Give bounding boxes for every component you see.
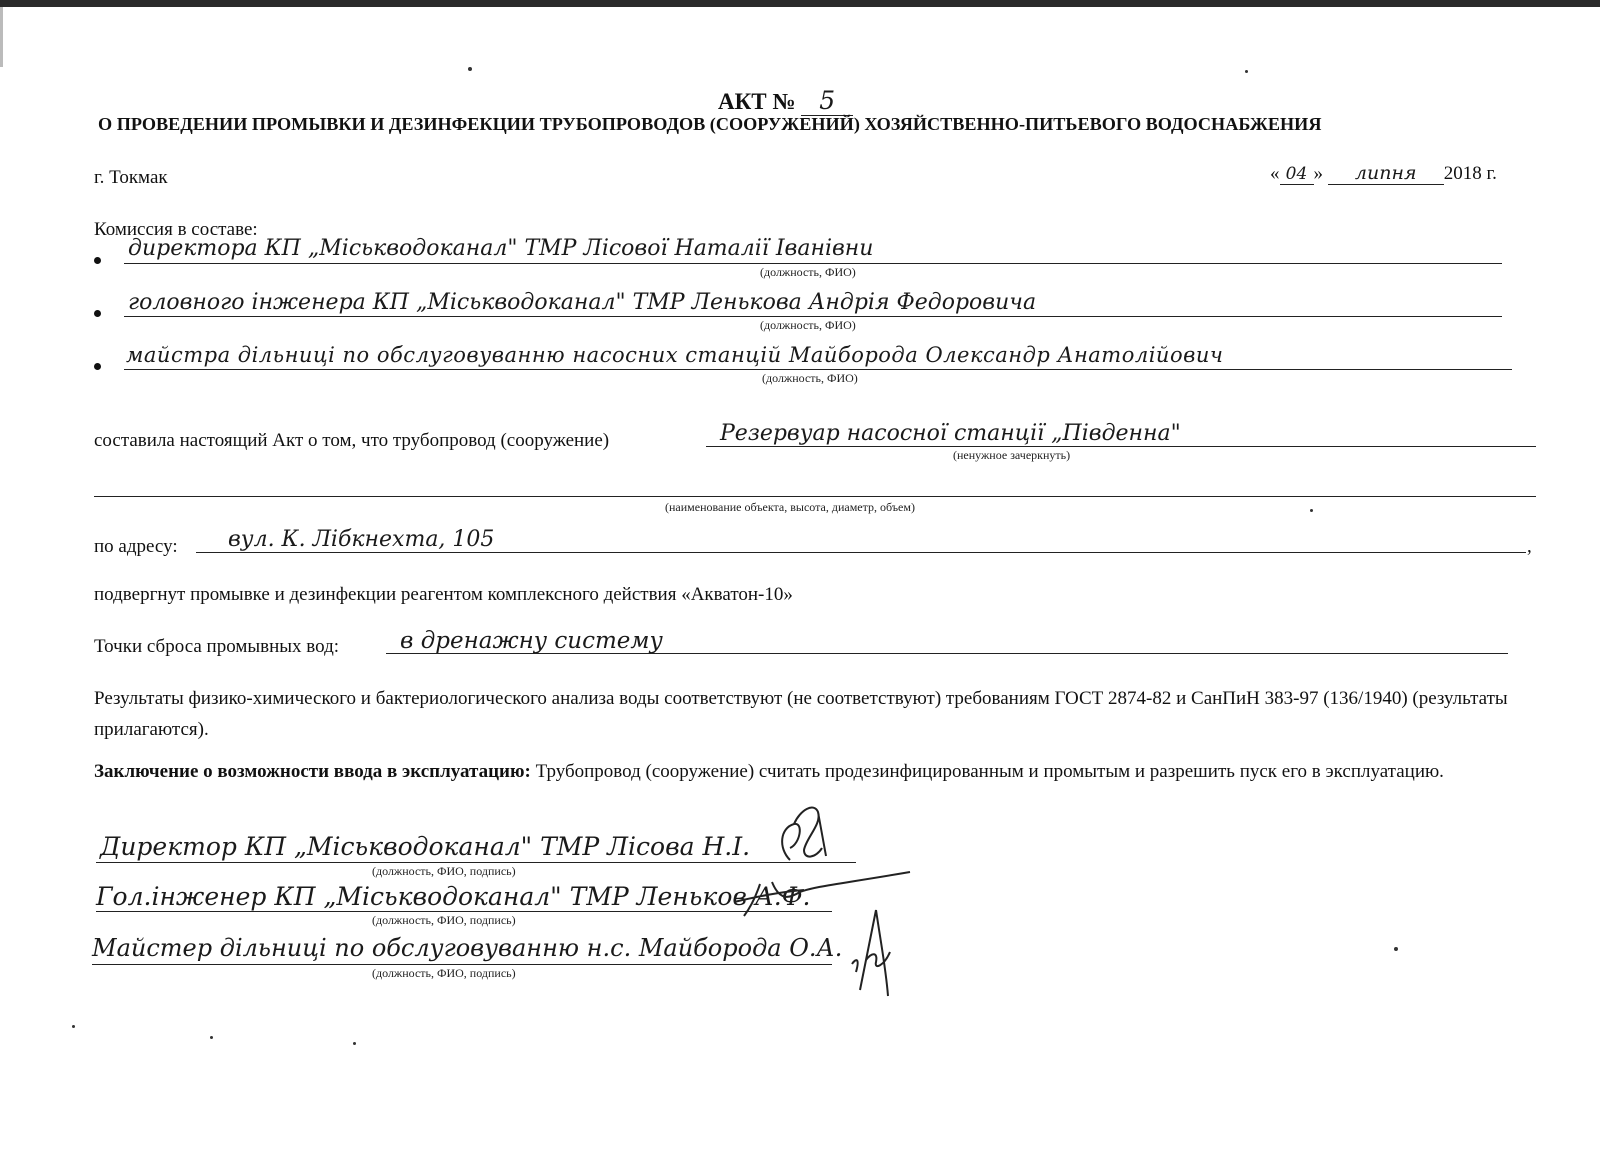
commission-member-1-caption: (должность, ФИО) [760,265,856,279]
commission-member-1: директора КП „Міськводоканал" ТМР Лісової Наталії Іванівни [128,236,874,261]
scan-speck [1245,70,1248,73]
signature-line-3 [92,964,832,965]
address-value: вул. К. Лібкнехта, 105 [228,527,495,552]
results-text: Результаты физико-химического и бактериологического анализа воды соответствуют (не соответствуют) требованиям ГОСТ 2874-82 и СанПиН 383-97 (136/1940) (результаты прилагаются). [94,688,1508,740]
bullet [94,363,101,370]
scan-speck [210,1036,213,1039]
date [1270,162,1497,185]
discharge-label: Точки сброса промывных вод: [94,636,340,657]
commission-member-2-line [124,316,1502,317]
scan-edge-top [0,0,1600,7]
act-subtitle: О ПРОВЕДЕНИИ ПРОМЫВКИ И ДЕЗИНФЕКЦИИ ТРУБОПРОВОДОВ (СООРУЖЕНИЙ) ХОЗЯЙСТВЕННО-ПИТЬЕВОГО ВОДОСНАБЖЕНИЯ [98,114,1322,134]
foreman-signature [836,900,906,1010]
signature-line-1-caption: (должность, ФИО, подпись) [372,864,516,878]
signature-line-3-text: Майстер дільниці по обслуговуванню н.с. Майборода О.А. [92,934,843,962]
commission-member-3: майстра дільниці по обслуговуванню насосних станцій Майборода Олександр Анатолійович [126,343,1224,367]
date-year: 2018 г. [1443,163,1497,184]
commission-label: Комиссия в составе: [94,219,258,240]
signature-line-1-text: Директор КП „Міськводоканал" ТМР Лісова Н.І. [100,832,751,861]
bullet [94,257,101,264]
scan-speck [1394,947,1398,951]
signature-line-2-caption: (должность, ФИО, подпись) [372,913,516,927]
commission-member-2-caption: (должность, ФИО) [760,318,856,332]
commission-member-1-line [124,263,1502,264]
act-title [718,86,853,116]
date-month: липня [1328,162,1444,185]
treatment-text: подвергнут промывке и дезинфекции реагентом комплексного действия «Акватон-10» [94,584,793,605]
object-desc-line [94,496,1536,497]
object-value: Резервуар насосної станції „Південна" [720,421,1181,446]
act-number: 5 [801,86,853,116]
scan-edge-left [0,7,3,67]
commission-member-3-caption: (должность, ФИО) [762,371,858,385]
address-label: по адресу: [94,536,178,557]
object-desc-caption: (наименование объекта, высота, диаметр, объем) [665,500,915,514]
address-comma: , [1527,536,1532,557]
conclusion-text: Трубопровод (сооружение) считать продезинфицированным и промытым и разрешить пуск его в эксплуатацию. [530,761,1444,782]
bullet [94,310,101,317]
scan-speck [353,1042,356,1045]
object-caption: (ненужное зачеркнуть) [953,448,1071,462]
address-line [196,552,1526,553]
object-line [706,446,1536,447]
scan-speck [1310,509,1313,512]
act-label: АКТ № [718,89,796,114]
object-label: составила настоящий Акт о том, что трубопровод (сооружение) [94,430,610,451]
city: г. Токмак [94,167,168,188]
signature-line-2-text: Гол.інженер КП „Міськводоканал" ТМР Леньков А.Ф. [96,882,811,911]
conclusion-heading: Заключение о возможности ввода в эксплуатацию: [94,761,531,782]
conclusion [94,756,1554,787]
discharge-line [386,653,1508,654]
discharge-value: в дренажну систему [400,628,663,654]
date-open-quote: « [1270,163,1280,184]
date-close-quote: » [1313,163,1323,184]
scan-speck [72,1025,75,1028]
commission-member-3-line [124,369,1512,370]
commission-member-2: головного інженера КП „Міськводоканал" ТМР Ленькова Андрія Федоровича [128,290,1037,315]
signature-line-3-caption: (должность, ФИО, подпись) [372,966,516,980]
date-day: 04 [1280,164,1314,185]
scan-speck [468,67,472,71]
